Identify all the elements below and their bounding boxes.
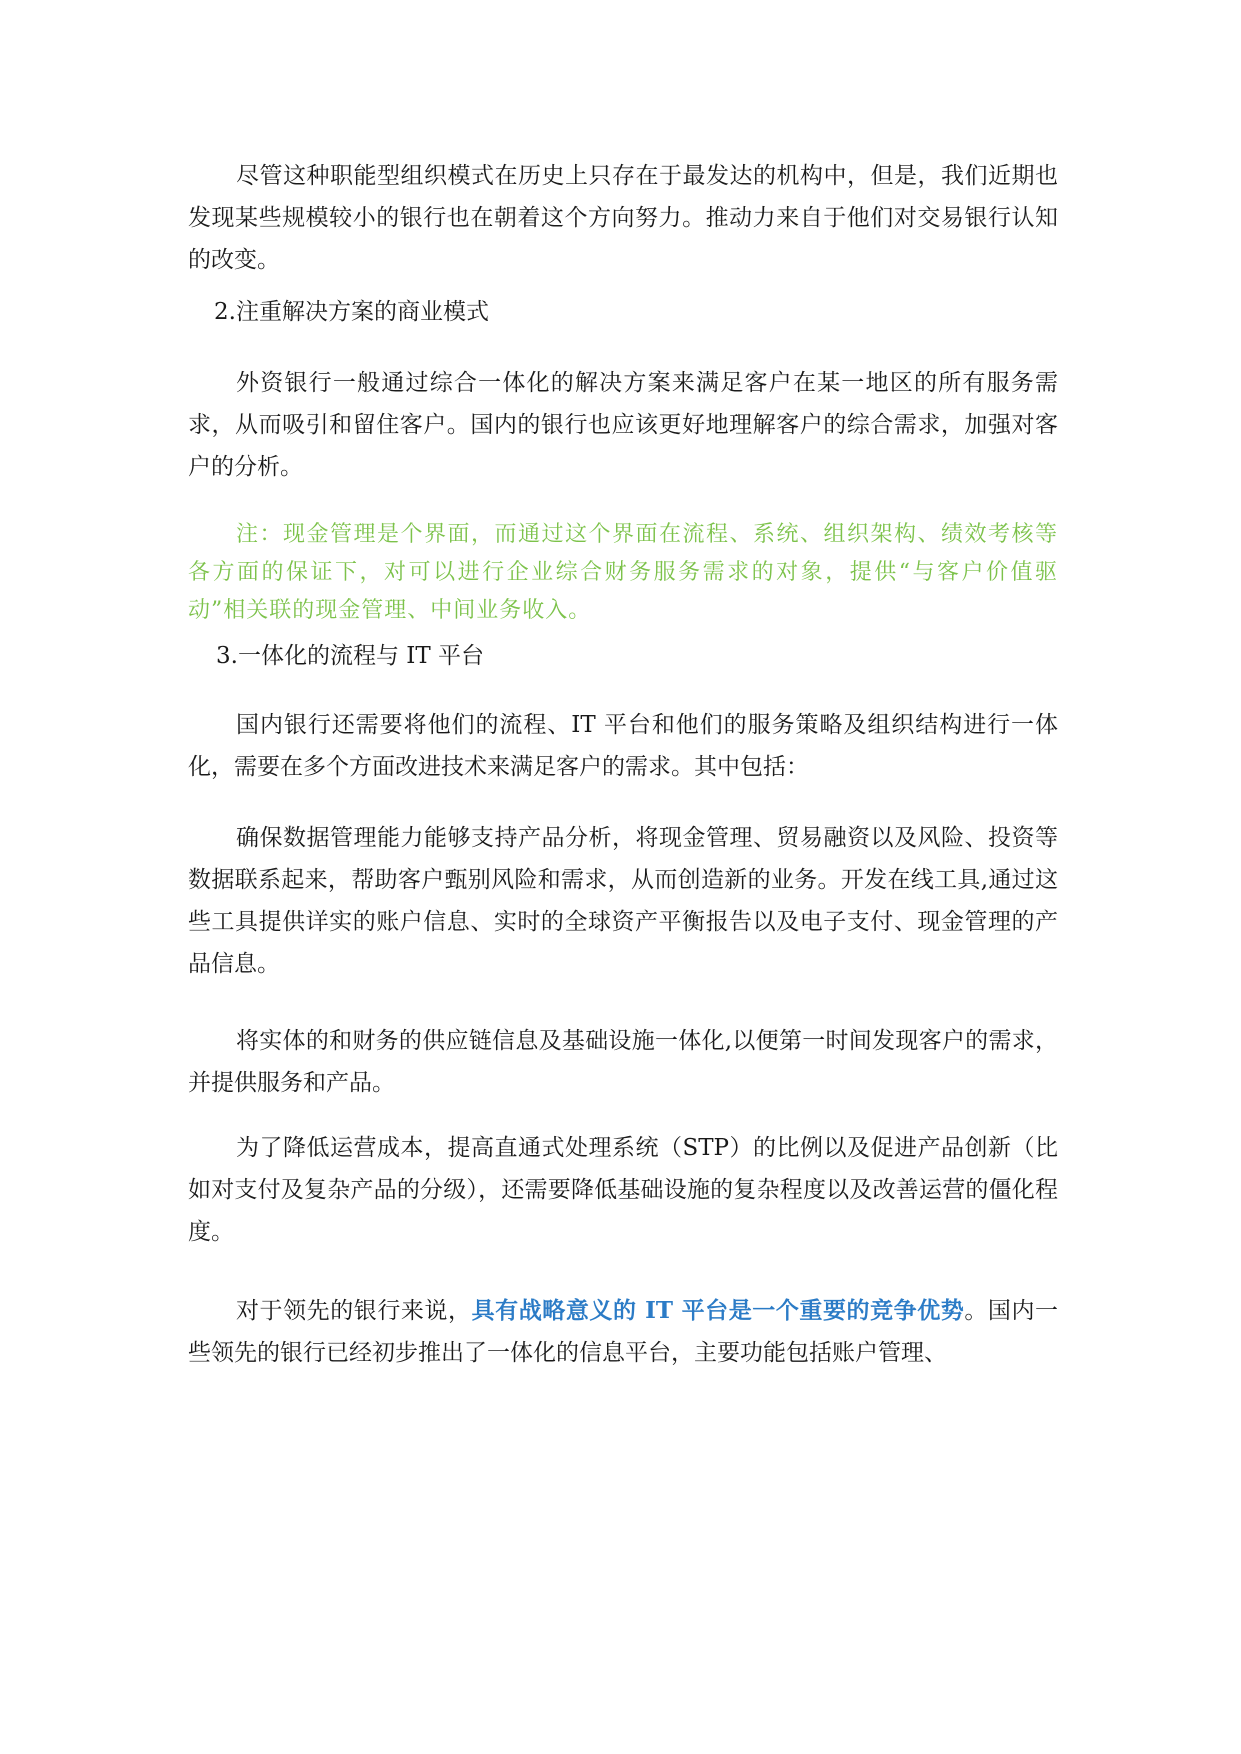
paragraph-functional-model: 尽管这种职能型组织模式在历史上只存在于最发达的机构中，但是，我们近期也发现某些规模较小的银行也在朝着这个方向努力。推动力来自于他们对交易银行认知的改变。 [188,163,1058,273]
paragraph-supply-chain: 将实体的和财务的供应链信息及基础设施一体化,以便第一时间发现客户的需求，并提供服务和产品。 [188,1028,1058,1096]
section-heading-solution-business-model: 2.注重解决方案的商业模式 [214,299,489,325]
paragraph-foreign-banks: 外资银行一般通过综合一体化的解决方案来满足客户在某一地区的所有服务需求，从而吸引和留住客户。国内的银行也应该更好地理解客户的综合需求，加强对客户的分析。 [188,370,1058,480]
paragraph-leading-banks-suffix: 。国内一些领先的银行已经初步推出了一体化的信息平台，主要功能包括账户管理、 [188,1298,1059,1366]
paragraph-leading-banks [188,1290,1058,1374]
highlight-strategic-it-platform: 具有战略意义的 IT 平台是一个重要的竞争优势 [471,1297,965,1324]
note-cash-management: 注：现金管理是个界面，而通过这个界面在流程、系统、组织架构、绩效考核等各方面的保证下，对可以进行企业综合财务服务需求的对象，提供“与客户价值驱动”相关联的现金管理、中间业务收入。 [188,522,1058,623]
paragraph-leading-banks-prefix: 对于领先的银行来说， [236,1298,472,1324]
section-heading-integrated-process: 3.一体化的流程与 IT 平台 [216,643,484,669]
paragraph-domestic-banks: 国内银行还需要将他们的流程、IT 平台和他们的服务策略及组织结构进行一体化，需要在多个方面改进技术来满足客户的需求。其中包括： [188,712,1058,780]
paragraph-data-management: 确保数据管理能力能够支持产品分析，将现金管理、贸易融资以及风险、投资等数据联系起来，帮助客户甄别风险和需求，从而创造新的业务。开发在线工具,通过这些工具提供详实的账户信息、实时的全球资产平衡报告以及电子支付、现金管理的产品信息。 [188,825,1058,977]
paragraph-operating-cost: 为了降低运营成本，提高直通式处理系统（STP）的比例以及促进产品创新（比如对支付及复杂产品的分级），还需要降低基础设施的复杂程度以及改善运营的僵化程度。 [188,1135,1058,1245]
